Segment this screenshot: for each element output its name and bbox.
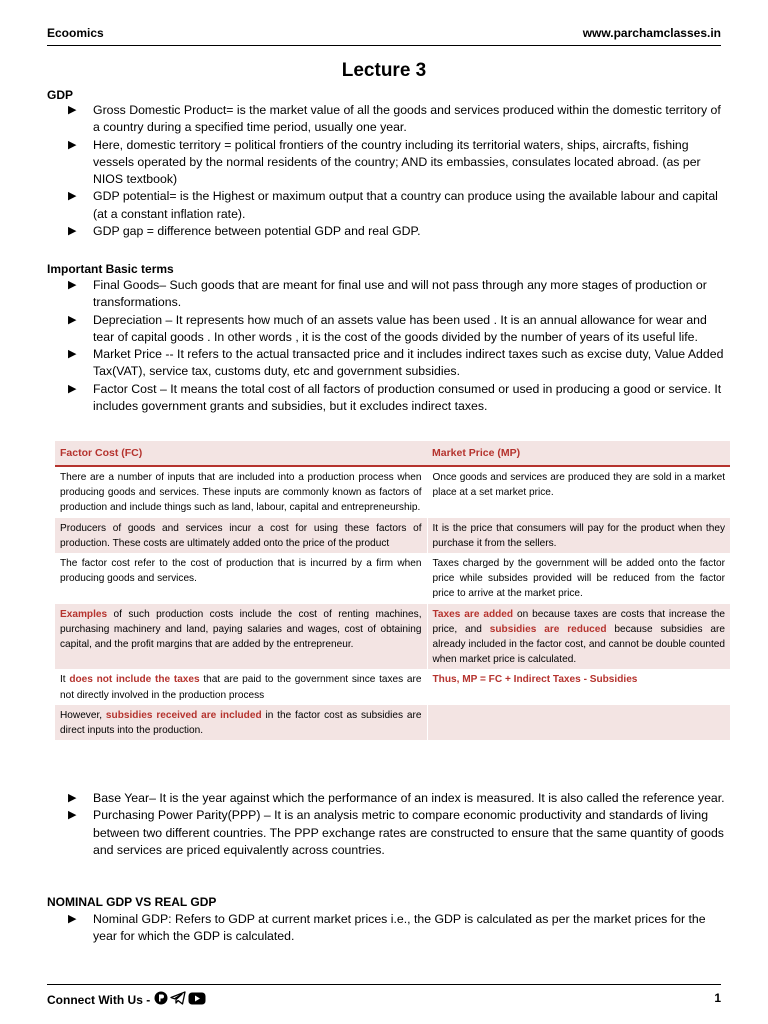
table-row: [55, 553, 730, 604]
social-icons: [154, 991, 206, 1008]
term-bullet: ▶ Purchasing Power Parity(PPP) – It is an analysis metric to compare economic productivity and standards of living between two different countries. The PPP exchange rates are constructed to ensure that the same quantity of goods and services are priced equivalently across countries.: [68, 808, 724, 857]
basic-terms-list: [68, 277, 728, 415]
fc-column-header: Factor Cost (FC): [55, 441, 427, 466]
bullet-arrow-icon: ▶: [68, 313, 77, 326]
bullet-arrow-icon: ▶: [68, 225, 77, 238]
more-terms-list: [68, 790, 728, 859]
bullet-arrow-icon: ▶: [68, 138, 77, 151]
youtube-icon[interactable]: [188, 992, 206, 1008]
nominal-bullet: ▶ Nominal GDP: Refers to GDP at current market prices i.e., the GDP is calculated as per the market prices for the year for which the GDP is calculated.: [68, 912, 706, 944]
basic-terms-heading: Important Basic terms: [47, 262, 174, 276]
fc-cell: Producers of goods and services incur a cost for using these factors of production. These costs are ultimately added onto the price of the product: [55, 518, 427, 553]
highlight-text: subsidies are reduced: [489, 623, 607, 635]
table-header-row: [55, 441, 730, 466]
footer-divider: [47, 984, 721, 985]
term-bullet: ▶ Market Price -- It refers to the actual transacted price and it includes indirect taxes such as excise duty, Value Added Tax(VAT), service tax, customs duty, etc and government subsidies.: [68, 347, 724, 379]
gdp-bullet: ▶ Here, domestic territory = political frontiers of the country including its territorial waters, ships, aircrafts, fishing vessels operated by the normal residents of the country; AND its embassies, consulates located abroad. (as per NIOS textbook): [68, 137, 701, 187]
highlight-text: does not include the taxes: [69, 674, 200, 686]
subject-label: Ecoomics: [47, 26, 104, 40]
highlight-text: Examples: [60, 608, 108, 620]
mp-cell: Once goods and services are produced they are sold in a market place at a set market price.: [427, 466, 730, 518]
table-row: [55, 466, 730, 518]
connect-label: Connect With Us -: [47, 992, 151, 1007]
bullet-arrow-icon: ▶: [68, 792, 77, 804]
website-link[interactable]: www.parchamclasses.in: [582, 26, 721, 40]
term-bullet: ▶ Factor Cost – It means the total cost of all factors of production consumed or used in producing a good or service. It includes government grants and subsidies, but it excludes indirect taxes.: [68, 381, 722, 414]
fc-cell: There are a number of inputs that are included into a production process when producing goods and services. These inputs are commonly known as factors of production and include things such as land, labour, capital and entrepreneurship.: [55, 466, 427, 518]
term-bullet: ▶ Depreciation – It represents how much of an assets value has been used . It is an annual allowance for wear and tear of capital goods . In other words , it is the cost of the goods divided by the number of years of its useful life.: [68, 312, 707, 344]
footer-connect: [47, 991, 206, 1008]
bullet-arrow-icon: ▶: [68, 913, 77, 925]
fc-cell: However, subsidies received are included in the factor cost as subsidies are direct inputs into the production.: [55, 705, 427, 740]
mp-cell: Taxes charged by the government will be added onto the factor price while subsides provided will be reduced from the factor price to arrive at the market price.: [427, 553, 730, 604]
lecture-title: Lecture 3: [341, 60, 427, 81]
table-row: [55, 705, 730, 740]
bullet-arrow-icon: ▶: [68, 348, 77, 361]
table-row: [55, 669, 730, 704]
mp-cell: [427, 669, 730, 704]
bullet-arrow-icon: ▶: [68, 190, 77, 203]
fc-cell: It does not include the taxes that are paid to the government since taxes are not directly involved in the production process: [55, 669, 427, 704]
parcham-logo-icon[interactable]: [154, 991, 168, 1008]
gdp-bullet: ▶ GDP gap = difference between potential GDP and real GDP.: [68, 223, 728, 240]
bullet-arrow-icon: ▶: [68, 382, 77, 395]
term-bullet: ▶ Final Goods– Such goods that are meant for final use and will not pass through any more stages of production or transformations.: [68, 278, 707, 310]
telegram-icon[interactable]: [170, 991, 186, 1008]
formula-text: Thus, MP = FC + Indirect Taxes - Subsidies: [432, 674, 638, 686]
gdp-bullet: ▶ Gross Domestic Product= is the market value of all the goods and services produced within the domestic territory of a country during a specified time period, usually one year.: [68, 103, 721, 135]
page-header: [47, 24, 721, 44]
bullet-arrow-icon: ▶: [68, 104, 77, 116]
header-divider: [47, 45, 721, 46]
gdp-heading: GDP: [47, 88, 74, 102]
bullet-arrow-icon: ▶: [68, 809, 77, 822]
mp-cell: [427, 705, 730, 740]
nominal-list: [68, 911, 728, 946]
mp-column-header: Market Price (MP): [427, 441, 730, 466]
mp-cell: Taxes are added on because taxes are costs that increase the price, and subsidies are reduced because subsidies are already included in the factor cost, and cannot be double counted when market price is calculated.: [427, 604, 730, 670]
bullet-arrow-icon: ▶: [68, 279, 77, 291]
fc-vs-mp-table: [55, 441, 730, 740]
nominal-heading: NOMINAL GDP VS REAL GDP: [47, 895, 217, 909]
term-bullet: ▶ Base Year– It is the year against which the performance of an index is measured. It is also called the reference year.: [68, 790, 728, 807]
highlight-text: subsidies received are included: [105, 709, 262, 721]
table-row: [55, 604, 730, 670]
fc-cell: The factor cost refer to the cost of production that is incurred by a firm when producing goods and services.: [55, 553, 427, 604]
mp-cell: It is the price that consumers will pay for the product when they purchase it from the sellers.: [427, 518, 730, 553]
gdp-bullet-list: [68, 102, 728, 240]
page-number: 1: [714, 991, 721, 1005]
gdp-bullet: ▶ GDP potential= is the Highest or maximum output that a country can produce using the available labour and capital (at a constant inflation rate).: [68, 189, 718, 221]
fc-cell: Examples of such production costs include the cost of renting machines, purchasing machinery and land, paying salaries and wages, cost of obtaining capital, and the profit margins that are added by the entrepreneur.: [55, 604, 427, 670]
table-row: [55, 518, 730, 553]
highlight-text: Taxes are added: [432, 608, 514, 620]
